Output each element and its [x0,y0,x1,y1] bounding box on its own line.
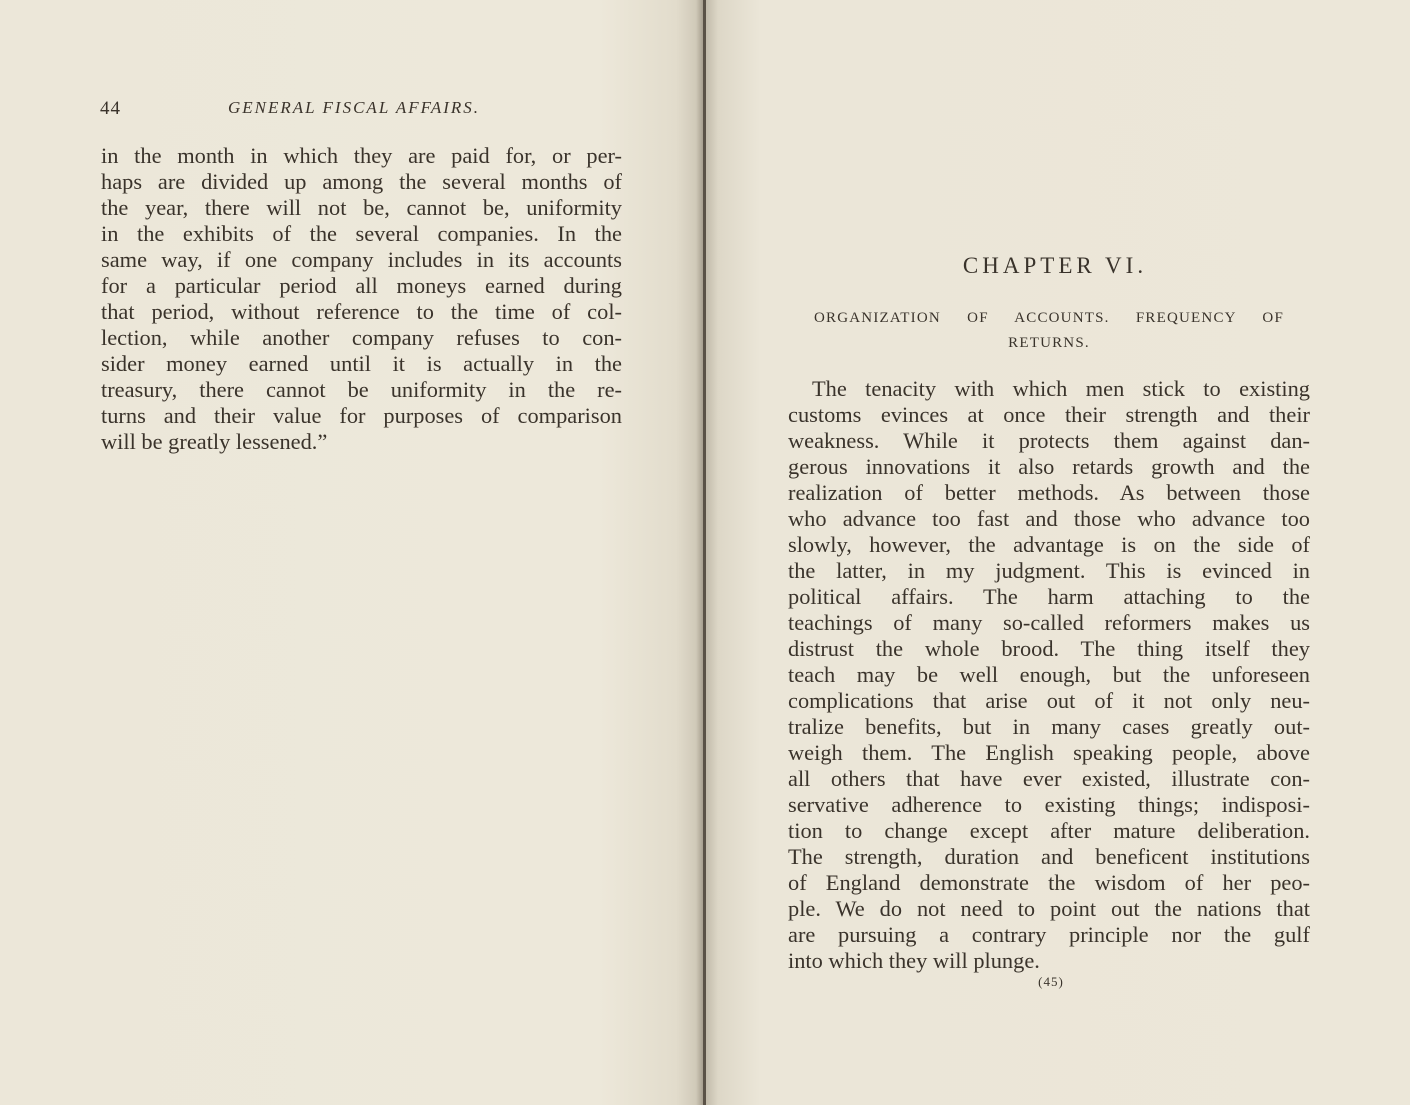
text-line: turns and their value for purposes of comparison [101,403,622,428]
text-line: teachings of many so-called reformers makes us [788,610,1310,635]
folio-page-number: (45) [1038,974,1064,989]
chapter-heading: CHAPTER VI. [962,253,1148,278]
text-line: weigh them. The English speaking people, above [788,740,1310,765]
text-line: all others that have ever existed, illustrate con- [788,766,1310,791]
section-title [814,306,1284,356]
left-body-text [101,143,622,455]
text-line: tion to change except after mature deliberation. [788,818,1310,843]
right-body-text [788,376,1310,974]
text-line: The tenacity with which men stick to existing [812,376,1310,401]
text-line: slowly, however, the advantage is on the side of [788,532,1310,557]
text-line: treasury, there cannot be uniformity in the re- [101,377,622,402]
page-number: 44 [100,98,121,119]
text-line: into which they will plunge. [788,948,1040,973]
text-line: The strength, duration and beneficent institutions [788,844,1310,869]
text-line: the year, there will not be, cannot be, uniformity [101,195,622,220]
section-title-line: ORGANIZATION OF ACCOUNTS. FREQUENCY OF [814,310,1284,326]
right-page [704,0,1410,1105]
text-line: for a particular period all moneys earned during [101,273,622,298]
text-line: haps are divided up among the several months of [101,169,622,194]
text-line: teach may be well enough, but the unforeseen [788,662,1310,687]
text-line: gerous innovations it also retards growth and the [788,454,1310,479]
text-line: weakness. While it protects them against dan- [788,428,1310,453]
text-line: sider money earned until it is actually in the [101,351,622,376]
text-line: customs evinces at once their strength and their [788,402,1310,427]
text-line: same way, if one company includes in its accounts [101,247,622,272]
text-line: in the exhibits of the several companies. In the [101,221,622,246]
text-line: lection, while another company refuses to con- [101,325,622,350]
text-line: that period, without reference to the time of col- [101,299,622,324]
text-line: servative adherence to existing things; indisposi- [788,792,1310,817]
text-line: are pursuing a contrary principle nor the gulf [788,922,1310,947]
gutter-shadow [696,0,703,1105]
text-line: the latter, in my judgment. This is evinced in [788,558,1310,583]
gutter-divider [703,0,706,1105]
left-page [0,0,704,1105]
section-title-line: RETURNS. [1008,335,1090,351]
text-line: distrust the whole brood. The thing itself they [788,636,1310,661]
text-line: complications that arise out of it not only neu- [788,688,1310,713]
text-line: of England demonstrate the wisdom of her peo- [788,870,1310,895]
text-line: will be greatly lessened.” [101,429,328,454]
text-line: political affairs. The harm attaching to the [788,584,1310,609]
running-head-title: GENERAL FISCAL AFFAIRS. [228,98,481,117]
text-line: tralize benefits, but in many cases greatly out- [788,714,1310,739]
text-line: who advance too fast and those who advance too [788,506,1310,531]
text-line: realization of better methods. As between those [788,480,1310,505]
running-head [100,98,620,126]
text-line: ple. We do not need to point out the nations that [788,896,1310,921]
text-line: in the month in which they are paid for, or per- [101,143,622,168]
